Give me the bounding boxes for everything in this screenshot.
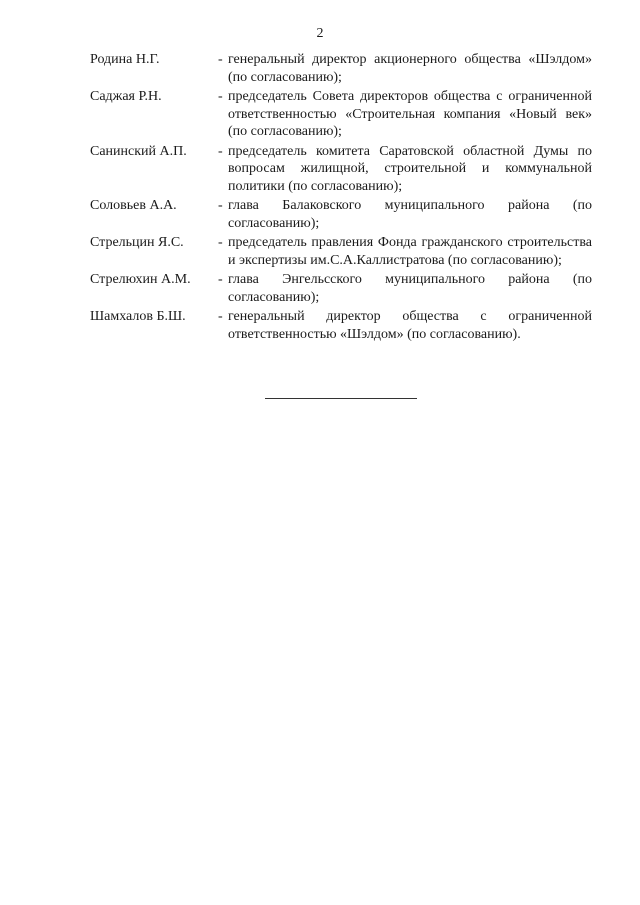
member-role bbox=[218, 271, 592, 306]
member-entry bbox=[90, 51, 592, 86]
member-name: Соловьев А.А. bbox=[90, 198, 177, 213]
member-name: Санинский А.П. bbox=[90, 143, 187, 159]
closing-separator-line bbox=[265, 398, 417, 399]
member-entry bbox=[90, 234, 592, 269]
member-entry bbox=[90, 308, 592, 343]
member-role-text: глава Энгельсского муниципального района (по согласованию); bbox=[228, 272, 592, 305]
member-role bbox=[218, 234, 592, 269]
member-entry bbox=[90, 271, 592, 306]
member-role bbox=[218, 51, 592, 86]
member-role bbox=[218, 143, 592, 196]
dash: - bbox=[218, 198, 223, 213]
dash: - bbox=[218, 52, 223, 67]
member-entry bbox=[90, 88, 592, 141]
member-name: Стрелюхин А.М. bbox=[90, 272, 191, 287]
member-role bbox=[218, 197, 592, 232]
member-name: Саджая Р.Н. bbox=[90, 89, 162, 104]
member-role-text: председатель правления Фонда гражданского строительства и экспертизы им.С.А.Каллистратова (по согласованию); bbox=[228, 235, 592, 268]
dash: - bbox=[218, 235, 223, 250]
member-role-text: генеральный директор акционерного общества «Шэлдом» (по согласованию); bbox=[228, 52, 592, 85]
members-list bbox=[90, 51, 592, 345]
dash: - bbox=[218, 143, 223, 159]
member-role bbox=[218, 308, 592, 343]
dash: - bbox=[218, 89, 223, 104]
dash: - bbox=[218, 272, 223, 287]
member-role-text: генеральный директор общества с ограниченной ответственностью «Шэлдом» (по согласованию). bbox=[228, 309, 592, 342]
member-role-text: председатель комитета Саратовской областной Думы по вопросам жилищной, строительной и коммунальной политики (по согласованию); bbox=[228, 143, 592, 194]
dash: - bbox=[218, 309, 223, 324]
member-role-text: глава Балаковского муниципального района (по согласованию); bbox=[228, 198, 592, 231]
member-role bbox=[218, 88, 592, 141]
member-role-text: председатель Совета директоров общества с ограниченной ответственностью «Строительная компания «Новый век» (по согласованию); bbox=[228, 89, 592, 139]
member-name: Шамхалов Б.Ш. bbox=[90, 309, 186, 324]
page-number: 2 bbox=[316, 26, 324, 41]
member-entry bbox=[90, 197, 592, 232]
member-name: Стрельцин Я.С. bbox=[90, 235, 184, 250]
member-entry bbox=[90, 143, 592, 196]
member-name: Родина Н.Г. bbox=[90, 52, 160, 67]
